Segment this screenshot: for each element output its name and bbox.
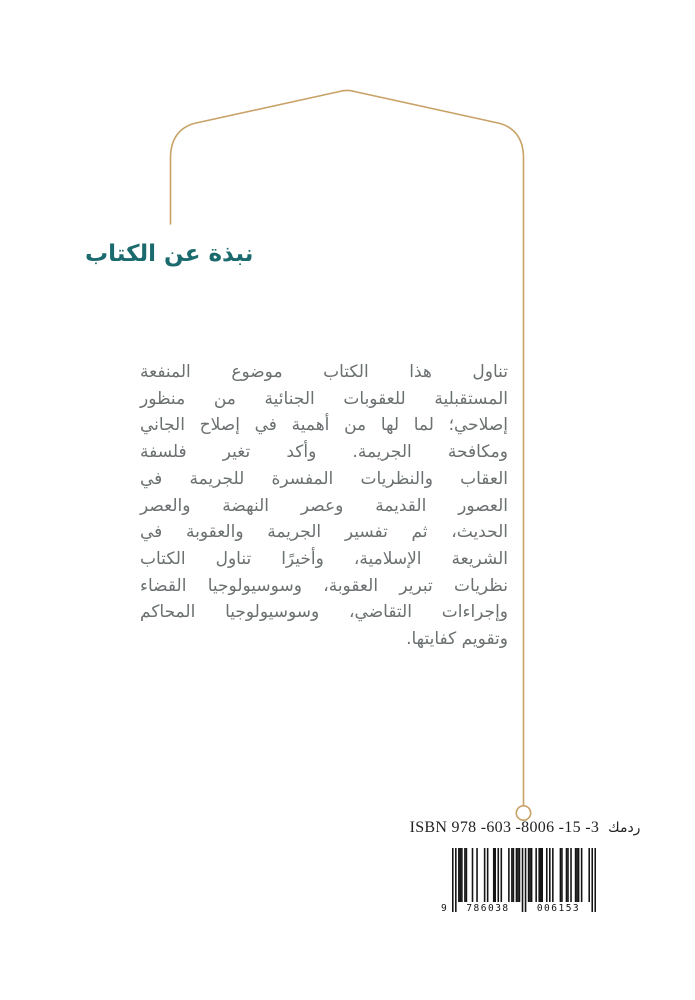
isbn-line — [409, 819, 641, 837]
about-line: العقاب والنظريات المفسرة للجريمة في — [140, 468, 508, 489]
barcode-digit-right-group: 006153 — [536, 903, 581, 914]
isbn-number: ISBN 978 -603 -8006 -15 -3 — [409, 819, 600, 836]
about-heading: نبذة عن الكتاب — [85, 241, 254, 267]
about-line: الشريعة الإسلامية، وأخيرًا تناول الكتاب — [140, 548, 508, 569]
about-line: ومكافحة الجريمة. وأكد تغير فلسفة — [140, 442, 508, 463]
isbn-label-arabic: ردمك — [608, 820, 641, 836]
about-line: العصور القديمة وعصر النهضة والعصر — [140, 495, 508, 516]
about-line: المستقبلية للعقوبات الجنائية من منظور — [140, 388, 508, 409]
about-line: إصلاحي؛ لما لها من أهمية في إصلاح الجاني — [140, 415, 508, 436]
about-line: تناول هذا الكتاب موضوع المنفعة — [140, 362, 508, 382]
about-paragraph — [140, 359, 508, 653]
about-line: الحديث، ثم تفسير الجريمة والعقوبة في — [140, 522, 508, 543]
about-line: وإجراءات التقاضي، وسوسيولوجيا المحاكم — [140, 602, 508, 623]
barcode-digit-left-group: 786038 — [466, 903, 510, 914]
about-line: نظريات تبرير العقوبة، وسوسيولوجيا القضاء — [140, 575, 508, 596]
barcode-digit-lead: 9 — [441, 903, 447, 914]
about-line: وتقويم كفايتها. — [406, 629, 508, 650]
ean13-barcode — [441, 848, 596, 914]
